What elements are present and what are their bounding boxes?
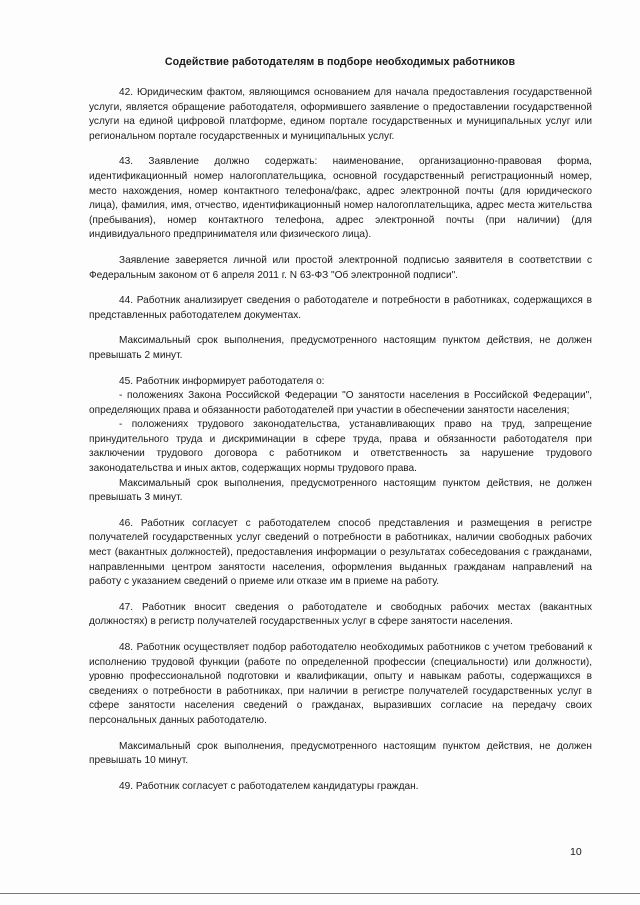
paragraph-45-deadline: Максимальный срок выполнения, предусмотренного настоящим пунктом действия, не должен превышать 3 минут. — [89, 477, 592, 504]
paragraph-43: 43. Заявление должно содержать: наименование, организационно-правовая форма, идентификационный номер налогоплательщика, основной государственный регистрационный номер, место нахождения, номер контактного телефона/факс, адрес электронной почты (для юридического лица), фамилия, имя, отчество, идентификационный номер налогоплательщика, адрес места жительства (пребывания), номер контактного телефона, адрес электронной почты (при наличии) (для индивидуального предпринимателя или физического лица). — [89, 156, 592, 241]
paragraph-43-signature: Заявление заверяется личной или простой электронной подписью заявителя в соответствии с Федеральным законом от 6 апреля 2011 г. N 63-ФЗ "Об электронной подписи". — [89, 254, 592, 281]
paragraph-45-item-2: - положениях трудового законодательства, устанавливающих право на труд, запрещение принудительного труда и дискриминации в сфере труда, права и обязанности работодателя при заключении трудового договора с работником и ответственность за нарушение трудового законодательства и иных актов, содержащих нормы трудового права. — [89, 419, 592, 475]
paragraph-45: 45. Работник информирует работодателя о: — [119, 375, 325, 387]
paragraph-46: 46. Работник согласует с работодателем способ представления и размещения в регистре получателей государственных услуг сведений о потребности в работниках, наличии свободных рабочих мест (вакантных должностей), предоставления информации о результатах собеседования с гражданами, направленными центром занятости населения, оформления выданных гражданам направлений на работу с указанием сведений о приеме или отказе им в приеме на работу. — [89, 517, 592, 588]
paragraph-42: 42. Юридическим фактом, являющимся основанием для начала предоставления государственной услуги, является обращение работодателя, оформившего заявление о предоставлении государственной услуги на единой цифровой платформе, едином портале государственных и муниципальных услуг или региональном портале государственных и муниципальных услуг. — [89, 87, 592, 142]
section-title: Содействие работодателям в подборе необходимых работников — [164, 56, 516, 68]
page-number: 10 — [570, 846, 582, 858]
paragraph-44-deadline: Максимальный срок выполнения, предусмотренного настоящим пунктом действия, не должен превышать 2 минут. — [89, 335, 592, 361]
paragraph-48-deadline: Максимальный срок выполнения, предусмотренного настоящим пунктом действия, не должен превышать 10 минут. — [89, 740, 592, 767]
scan-edge-line — [0, 893, 640, 894]
paragraph-44: 44. Работник анализирует сведения о работодателе и потребности в работниках, содержащихся в представленных работодателем документах. — [89, 295, 592, 321]
paragraph-45-item-1: - положениях Закона Российской Федерации "О занятости населения в Российской Федерации", определяющих права и обязанности работодателей при участии в обеспечении занятости населения; — [89, 390, 592, 416]
document-body — [89, 86, 592, 794]
paragraph-49: 49. Работник согласует с работодателем кандидатуры граждан. — [119, 780, 419, 792]
paragraph-48: 48. Работник осуществляет подбор работодателю необходимых работников с учетом требований к исполнению трудовой функции (работе по определенной профессии (специальности) или должности), уровню профессиональной подготовки и квалификации, опыту и навыкам работы, содержащихся в сведениях о потребности в работниках, при наличии в регистре получателей государственных услуг в сфере занятости населения сведений о гражданах, выразивших согласие на передачу своих персональных данных работодателю. — [89, 642, 592, 726]
paragraph-47: 47. Работник вносит сведения о работодателе и свободных рабочих местах (вакантных должностях) в регистр получателей государственных услуг в сфере занятости населения. — [89, 601, 592, 628]
